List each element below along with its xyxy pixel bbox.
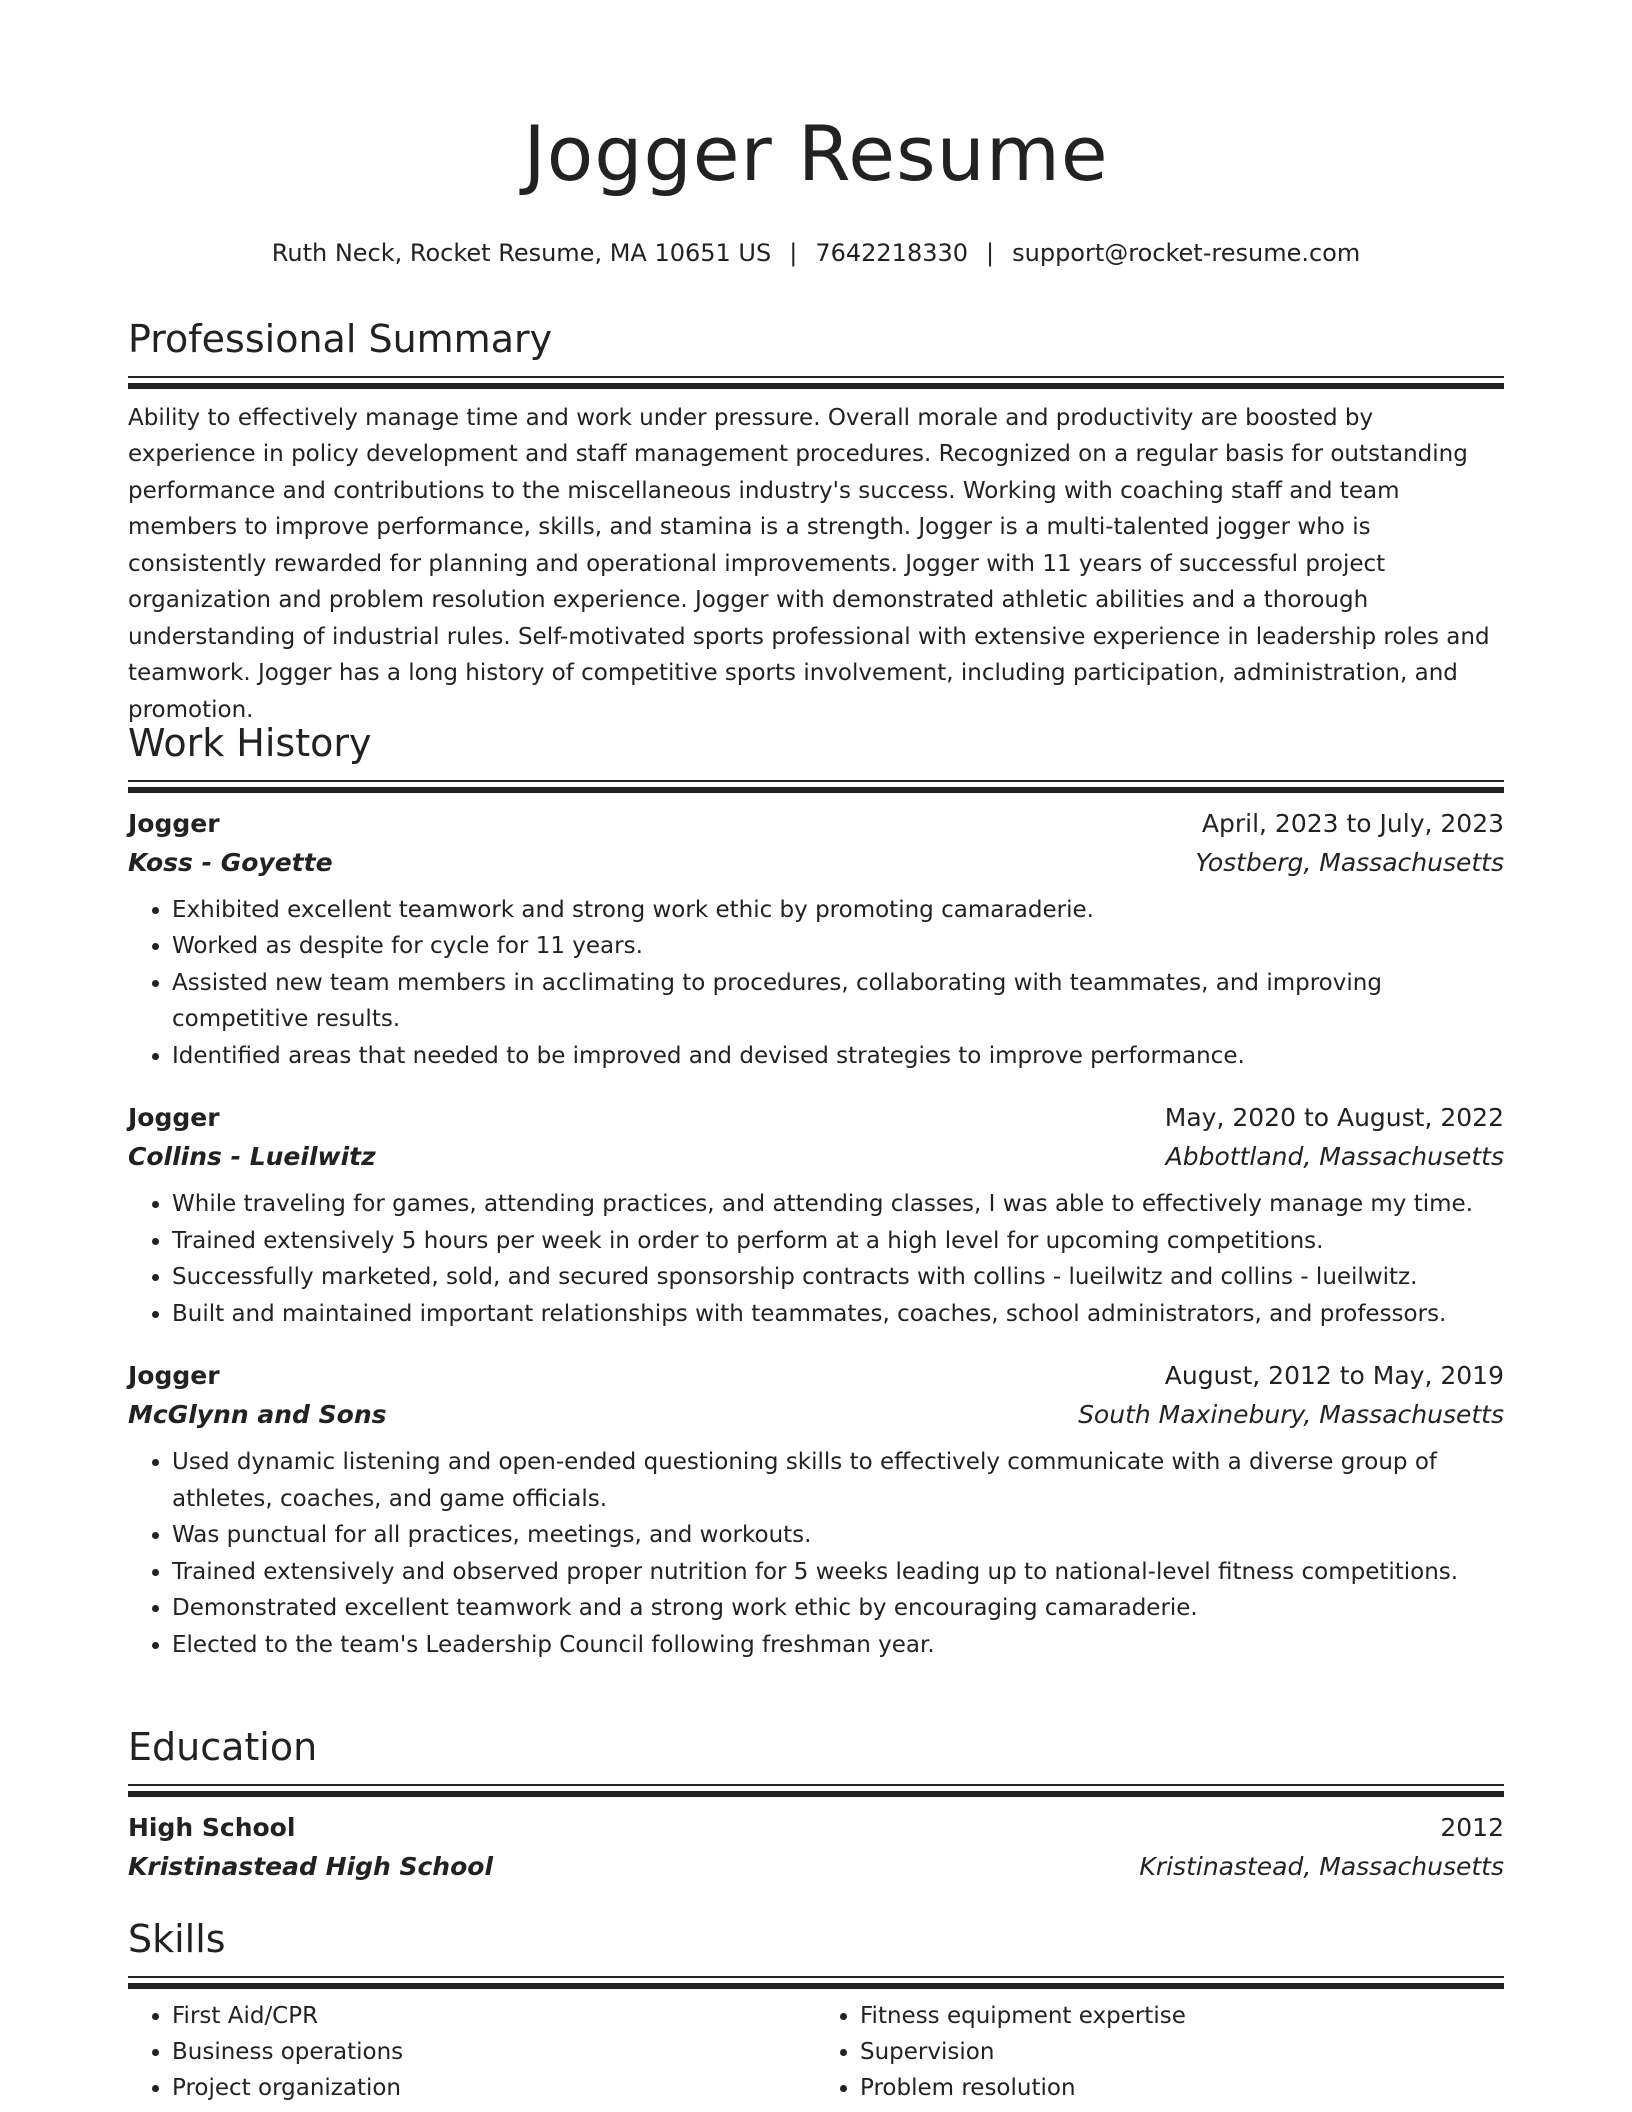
list-item: • Business operations (172, 2034, 816, 2070)
job-company: Collins - Lueilwitz (128, 1142, 376, 1172)
section-title-skills: Skills (128, 1917, 226, 1961)
list-item: • Problem resolution (860, 2070, 1504, 2106)
list-item: • Used dynamic listening and open-ended questioning skills to effectively communicate with a diverse group of athletes, coaches, and game officials. (172, 1444, 1504, 1517)
job-location: Yostberg, Massachusetts (1195, 847, 1504, 877)
list-item: • Fitness equipment expertise (860, 1998, 1504, 2034)
job-bullets (128, 1444, 1504, 1663)
list-item: • Assisted new team members in acclimating to procedures, collaborating with teammates, and improving competitive results. (172, 965, 1504, 1038)
resume-name: Jogger Resume (523, 109, 1109, 198)
job-location: Abbottland, Massachusetts (1165, 1142, 1504, 1172)
list-item: • Elected to the team's Leadership Council following freshman year. (172, 1627, 1504, 1664)
job-entry (128, 1356, 1504, 1663)
education-location: Kristinastead, Massachusetts (1139, 1851, 1504, 1881)
section-divider (128, 1784, 1504, 1796)
list-item: • Built and maintained important relationships with teammates, coaches, school administrators, and professors. (172, 1296, 1504, 1333)
list-item: • Identified areas that needed to be improved and devised strategies to improve performance. (172, 1038, 1504, 1075)
summary-text: Ability to effectively manage time and work under pressure. Overall morale and productivity are boosted by experience in policy development and staff management procedures. Recognized on a regular basis for outstanding performance and contributions to the miscellaneous industry's success. Working with coaching staff and team members to improve performance, skills, and stamina is a strength. Jogger is a multi-talented jogger who is consistently rewarded for planning and operational improvements. Jogger with 11 years of successful project organization and problem resolution experience. Jogger with demonstrated athletic abilities and a thorough understanding of industrial rules. Self-motivated sports professional with extensive experience in leadership roles and teamwork. Jogger has a long history of competitive sports involvement, including participation, administration, and promotion. (128, 404, 1490, 723)
list-item: • Demonstrated excellent teamwork and a strong work ethic by encouraging camaraderie. (172, 1590, 1504, 1627)
job-dates: August, 2012 to May, 2019 (1164, 1361, 1504, 1391)
education-year: 2012 (1440, 1812, 1504, 1842)
list-item: • Trained extensively 5 hours per week in order to perform at a high level for upcoming competitions. (172, 1223, 1504, 1260)
list-item: • Exhibited excellent teamwork and strong work ethic by promoting camaraderie. (172, 892, 1504, 929)
job-title: Jogger (128, 1361, 220, 1391)
skills-list-left (128, 1998, 816, 2106)
list-item: • Worked as despite for cycle for 11 years. (172, 928, 1504, 965)
list-item: • Project organization (172, 2070, 816, 2106)
contact-line (128, 239, 1504, 268)
list-item: • While traveling for games, attending practices, and attending classes, I was able to effectively manage my time. (172, 1186, 1504, 1223)
section-divider (128, 376, 1504, 388)
list-item: • Supervision (860, 2034, 1504, 2070)
job-entry (128, 1098, 1504, 1332)
section-title-education: Education (128, 1725, 318, 1769)
section-title-work: Work History (128, 721, 372, 765)
list-item: • Successfully marketed, sold, and secured sponsorship contracts with collins - lueilwitz and collins - lueilwitz. (172, 1259, 1504, 1296)
job-bullets (128, 892, 1504, 1075)
education-school: Kristinastead High School (128, 1851, 494, 1881)
education-degree: High School (128, 1812, 296, 1842)
job-title: Jogger (128, 808, 220, 838)
job-entry (128, 804, 1504, 1075)
section-divider (128, 780, 1504, 792)
list-item: • First Aid/CPR (172, 1998, 816, 2034)
skills-list-right (816, 1998, 1504, 2106)
contact-email: support@rocket-resume.com (1012, 239, 1361, 267)
section-title-summary: Professional Summary (128, 317, 553, 361)
job-company: McGlynn and Sons (128, 1400, 387, 1430)
contact-address: Ruth Neck, Rocket Resume, MA 10651 US (271, 239, 772, 267)
skills-section (128, 1918, 1504, 2106)
contact-separator: | (789, 239, 798, 267)
contact-separator: | (986, 239, 995, 267)
education-entry (128, 1808, 1504, 1886)
section-divider (128, 1976, 1504, 1988)
contact-phone: 7642218330 (815, 239, 969, 267)
list-item: • Trained extensively and observed proper nutrition for 5 weeks leading up to national-level fitness competitions. (172, 1554, 1504, 1591)
job-dates: April, 2023 to July, 2023 (1201, 808, 1504, 838)
job-bullets (128, 1186, 1504, 1332)
job-location: South Maxinebury, Massachusetts (1078, 1400, 1504, 1430)
work-history-section (128, 722, 1504, 1663)
skills-columns (128, 1998, 1504, 2106)
education-section (128, 1726, 1504, 1886)
job-company: Koss - Goyette (128, 847, 333, 877)
job-title: Jogger (128, 1103, 220, 1133)
summary-section (128, 318, 1504, 728)
job-dates: May, 2020 to August, 2022 (1164, 1103, 1504, 1133)
list-item: • Was punctual for all practices, meetings, and workouts. (172, 1517, 1504, 1554)
